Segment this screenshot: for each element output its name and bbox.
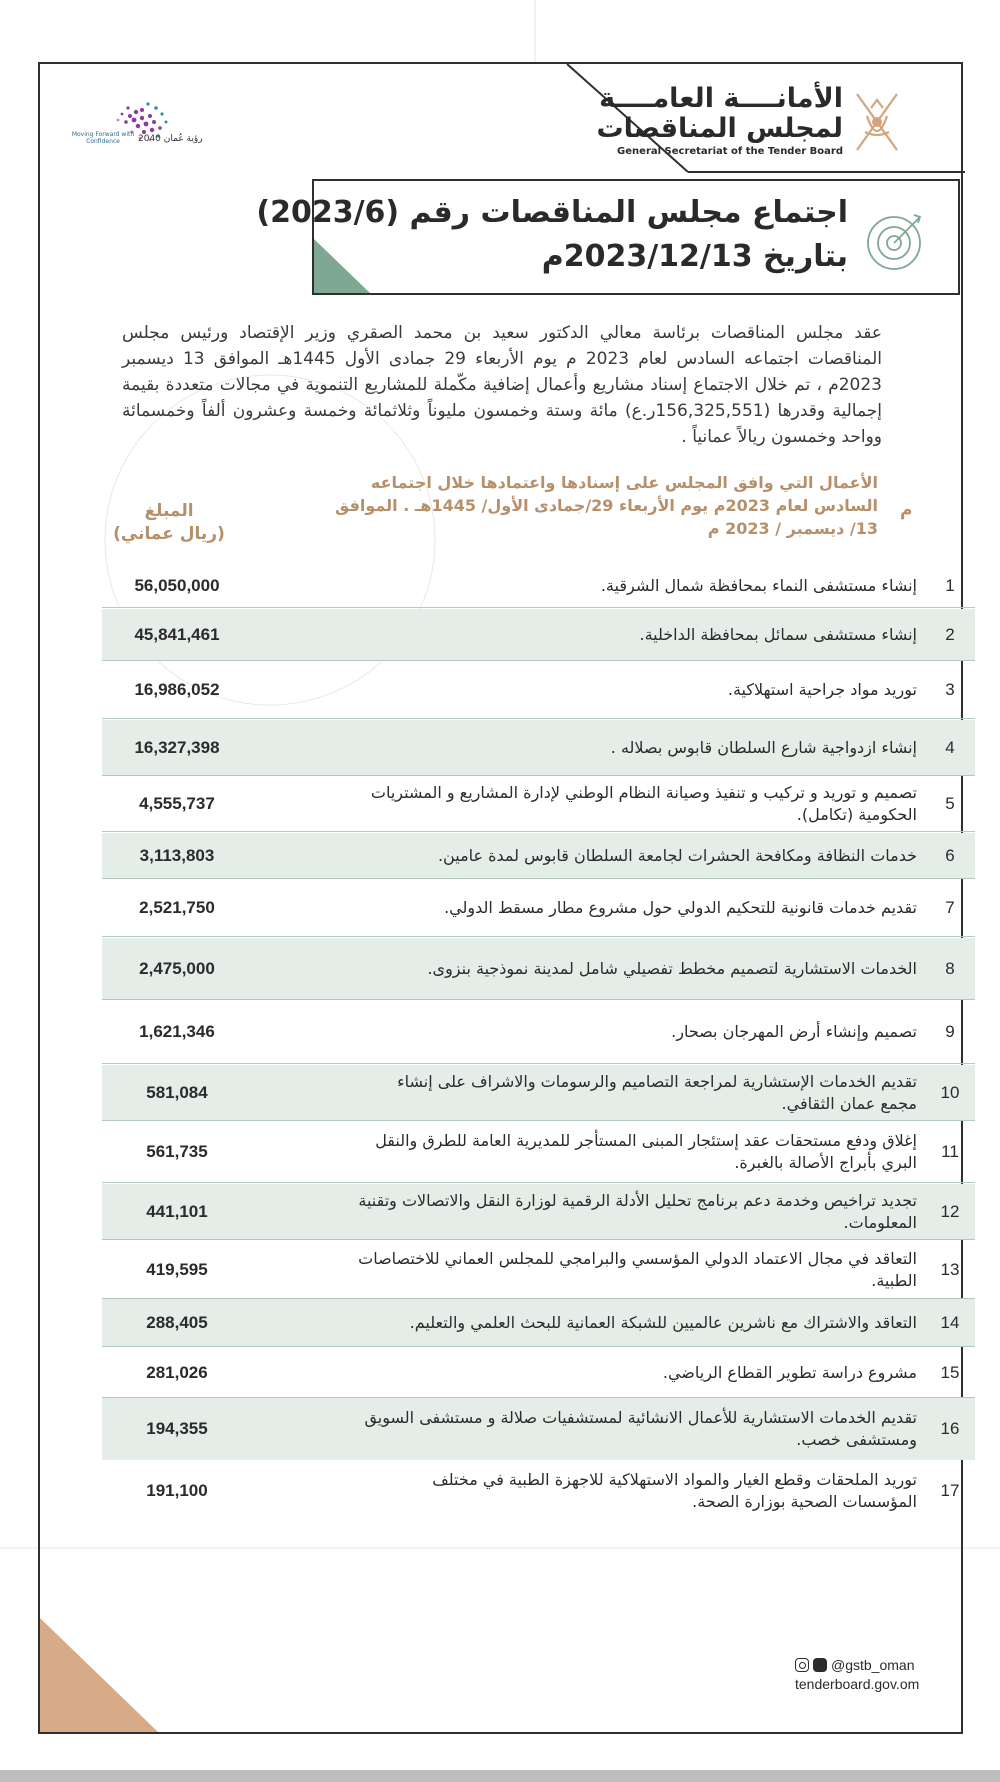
row-amount: 45,841,461 <box>134 624 220 644</box>
row-amount: 419,595 <box>146 1259 208 1279</box>
website-link[interactable]: tenderboard.gov.om <box>795 1676 920 1692</box>
table-row <box>102 1065 975 1121</box>
header-amount-unit: (ريال عماني) <box>113 524 225 544</box>
row-description: تقديم خدمات قانونية للتحكيم الدولي حول مشروع مطار مسقط الدولي. <box>444 897 917 917</box>
row-number: 9 <box>945 1021 955 1041</box>
table-row <box>102 833 975 879</box>
row-amount: 2,521,750 <box>139 897 215 917</box>
row-number: 5 <box>945 793 955 813</box>
row-description: الخدمات الاستشارية لتصميم مخطط تفصيلي شامل لمدينة نموذجية بنزوى. <box>427 958 917 978</box>
title-corner-accent <box>314 239 370 293</box>
table-row <box>102 661 975 719</box>
row-description: التعاقد والاشتراك مع ناشرين عالميين للشبكة العمانية للبحث العلمي والتعليم. <box>409 1312 917 1332</box>
row-amount: 1,621,346 <box>139 1021 215 1041</box>
row-description: إنشاء ازدواجية شارع السلطان قابوس بصلاله . <box>610 737 917 757</box>
oman-vision-logo <box>68 82 198 162</box>
row-description: إنشاء مستشفى سمائل بمحافظة الداخلية. <box>639 624 917 644</box>
table-row <box>102 609 975 661</box>
row-number: 17 <box>940 1481 960 1500</box>
page-frame <box>38 62 963 1734</box>
row-number: 4 <box>945 737 955 757</box>
meeting-title-line1: اجتماع مجلس المناقصات رقم (2023/6) <box>256 195 848 230</box>
row-description: مشروع دراسة تطوير القطاع الرياضي. <box>662 1362 917 1382</box>
row-number: 13 <box>940 1259 960 1279</box>
row-description: تجديد تراخيص وخدمة دعم برنامج تحليل الأدلة الرقمية لوزارة النقل والاتصالات وتقنية المعلومات. <box>358 1190 917 1232</box>
social-handle-row <box>795 1657 940 1673</box>
row-number: 2 <box>945 624 955 644</box>
row-description: توريد الملحقات وقطع الغيار والمواد الاستهلاكية للاجهزة الطبية في مختلف المؤسسات الصحية بوزارة الصحة. <box>432 1470 917 1511</box>
table-row <box>102 1241 975 1299</box>
row-amount: 56,050,000 <box>134 575 220 595</box>
bottom-bar <box>0 1770 1000 1782</box>
table-row <box>102 1398 975 1460</box>
instagram-icon[interactable] <box>795 1658 809 1672</box>
row-description: تقديم الخدمات الاستشارية للأعمال الانشائية لمستشفيات صلالة و مستشفى السويق ومستشفى خصب. <box>364 1408 917 1449</box>
org-name-block <box>597 84 844 157</box>
row-number: 8 <box>945 958 955 978</box>
org-name-ar-2: لمجلس المناقصات <box>596 113 843 144</box>
row-number: 6 <box>945 845 955 865</box>
row-amount: 16,327,398 <box>134 737 220 757</box>
table-row <box>102 1348 975 1398</box>
row-number: 14 <box>940 1312 960 1332</box>
row-description: إغلاق ودفع مستحقات عقد إستئجار المبنى المستأجر للمديرية العامة للطرق والنقل البري بأبراج الأصالة بالغبرة. <box>375 1130 917 1172</box>
vision-tagline: Moving Forward with Confidence <box>71 131 135 145</box>
row-amount: 581,084 <box>146 1082 208 1102</box>
table-row <box>102 564 975 608</box>
header-amount <box>98 500 240 546</box>
footer <box>795 1657 940 1692</box>
row-amount: 281,026 <box>146 1362 208 1382</box>
row-amount: 4,555,737 <box>139 793 215 813</box>
social-handle[interactable]: @gstb_oman <box>831 1657 915 1673</box>
vision-name: رؤية عُمان 2040 <box>138 134 203 144</box>
row-amount: 194,355 <box>146 1419 208 1438</box>
row-amount: 2,475,000 <box>139 958 215 978</box>
row-number: 15 <box>940 1362 960 1382</box>
table-row <box>102 938 975 1000</box>
row-number: 3 <box>945 679 955 699</box>
meeting-title-box <box>256 179 960 295</box>
row-amount: 441,101 <box>146 1201 208 1221</box>
table-row <box>102 1184 975 1240</box>
row-amount: 288,405 <box>146 1312 208 1332</box>
target-icon <box>862 205 932 275</box>
row-amount: 16,986,052 <box>134 679 220 699</box>
row-amount: 3,113,803 <box>139 845 215 865</box>
row-number: 1 <box>945 575 955 595</box>
oman-emblem-icon <box>847 86 907 158</box>
row-number: 7 <box>945 897 955 917</box>
header-number: م <box>900 500 913 520</box>
org-name-ar-1: الأمانــــة العامــــة <box>599 83 843 114</box>
row-amount: 191,100 <box>146 1481 208 1500</box>
row-number: 12 <box>940 1201 960 1221</box>
row-description: خدمات النظافة ومكافحة الحشرات لجامعة السلطان قابوس لمدة عامين. <box>437 845 917 865</box>
row-description: تقديم الخدمات الإستشارية لمراجعة التصاميم والرسومات والاشراف على إنشاء مجمع عمان الثقافي. <box>397 1071 917 1113</box>
row-description: توريد مواد جراحية استهلاكية. <box>727 679 917 699</box>
table-row <box>102 1462 975 1520</box>
row-description: تصميم و توريد و تركيب و تنفيذ وصيانة النظام الوطني لإدارة المشاريع و المشتريات الحكومية (تكامل). <box>370 782 917 824</box>
table-row <box>102 720 975 776</box>
row-number: 11 <box>941 1141 959 1161</box>
org-name-en: General Secretariat of the Tender Board <box>617 146 843 157</box>
row-description: التعاقد في مجال الاعتماد الدولي المؤسسي والبرامجي للمجلس العماني للاختصاصات الطبية. <box>358 1248 917 1290</box>
table-row <box>102 879 975 937</box>
row-description: إنشاء مستشفى النماء بمحافظة شمال الشرقية. <box>600 575 917 595</box>
table-row <box>102 1121 975 1183</box>
table-row <box>102 1000 975 1064</box>
row-number: 16 <box>940 1419 960 1438</box>
header-amount-label: المبلغ <box>144 501 194 521</box>
row-amount: 561,735 <box>146 1141 208 1161</box>
twitter-icon[interactable] <box>813 1658 827 1672</box>
table-row <box>102 1299 975 1347</box>
row-number: 10 <box>940 1082 960 1102</box>
table-row <box>102 776 975 832</box>
intro-paragraph: عقد مجلس المناقصات برئاسة معالي الدكتور سعيد بن محمد الصقري وزير الإقتصاد ورئيس مجلس المناقصات اجتماعه السادس لعام 2023 م يوم الأربعاء 29 جمادى الأول 1445هـ الموافق 13 ديسمبر 2023م ، تم خلال الاجتماع إسناد مشاريع وأعمال إضافية مكّملة للمشاريع التنموية في مجالات متعددة بقيمة إجمالية وقدرها (156,325,551ر.ع) مائة وستة وخمسون مليوناً وثلاثمائة وخمسة وعشرون ألفاً وخمسمائة وواحد وخمسون ريالاً عمانياً . <box>122 323 883 447</box>
meeting-title-line2: بتاريخ 2023/12/13م <box>541 239 848 274</box>
corner-accent <box>40 1618 158 1732</box>
header-works: الأعمال التي وافق المجلس على إسنادها واعتمادها خلال اجتماعه السادس لعام 2023م يوم الأربعاء 29/جمادى الأول/ 1445هـ . الموافق 13/ ديسمبر / 2023 م <box>335 473 878 538</box>
row-description: تصميم وإنشاء أرض المهرجان بصحار. <box>671 1021 917 1041</box>
